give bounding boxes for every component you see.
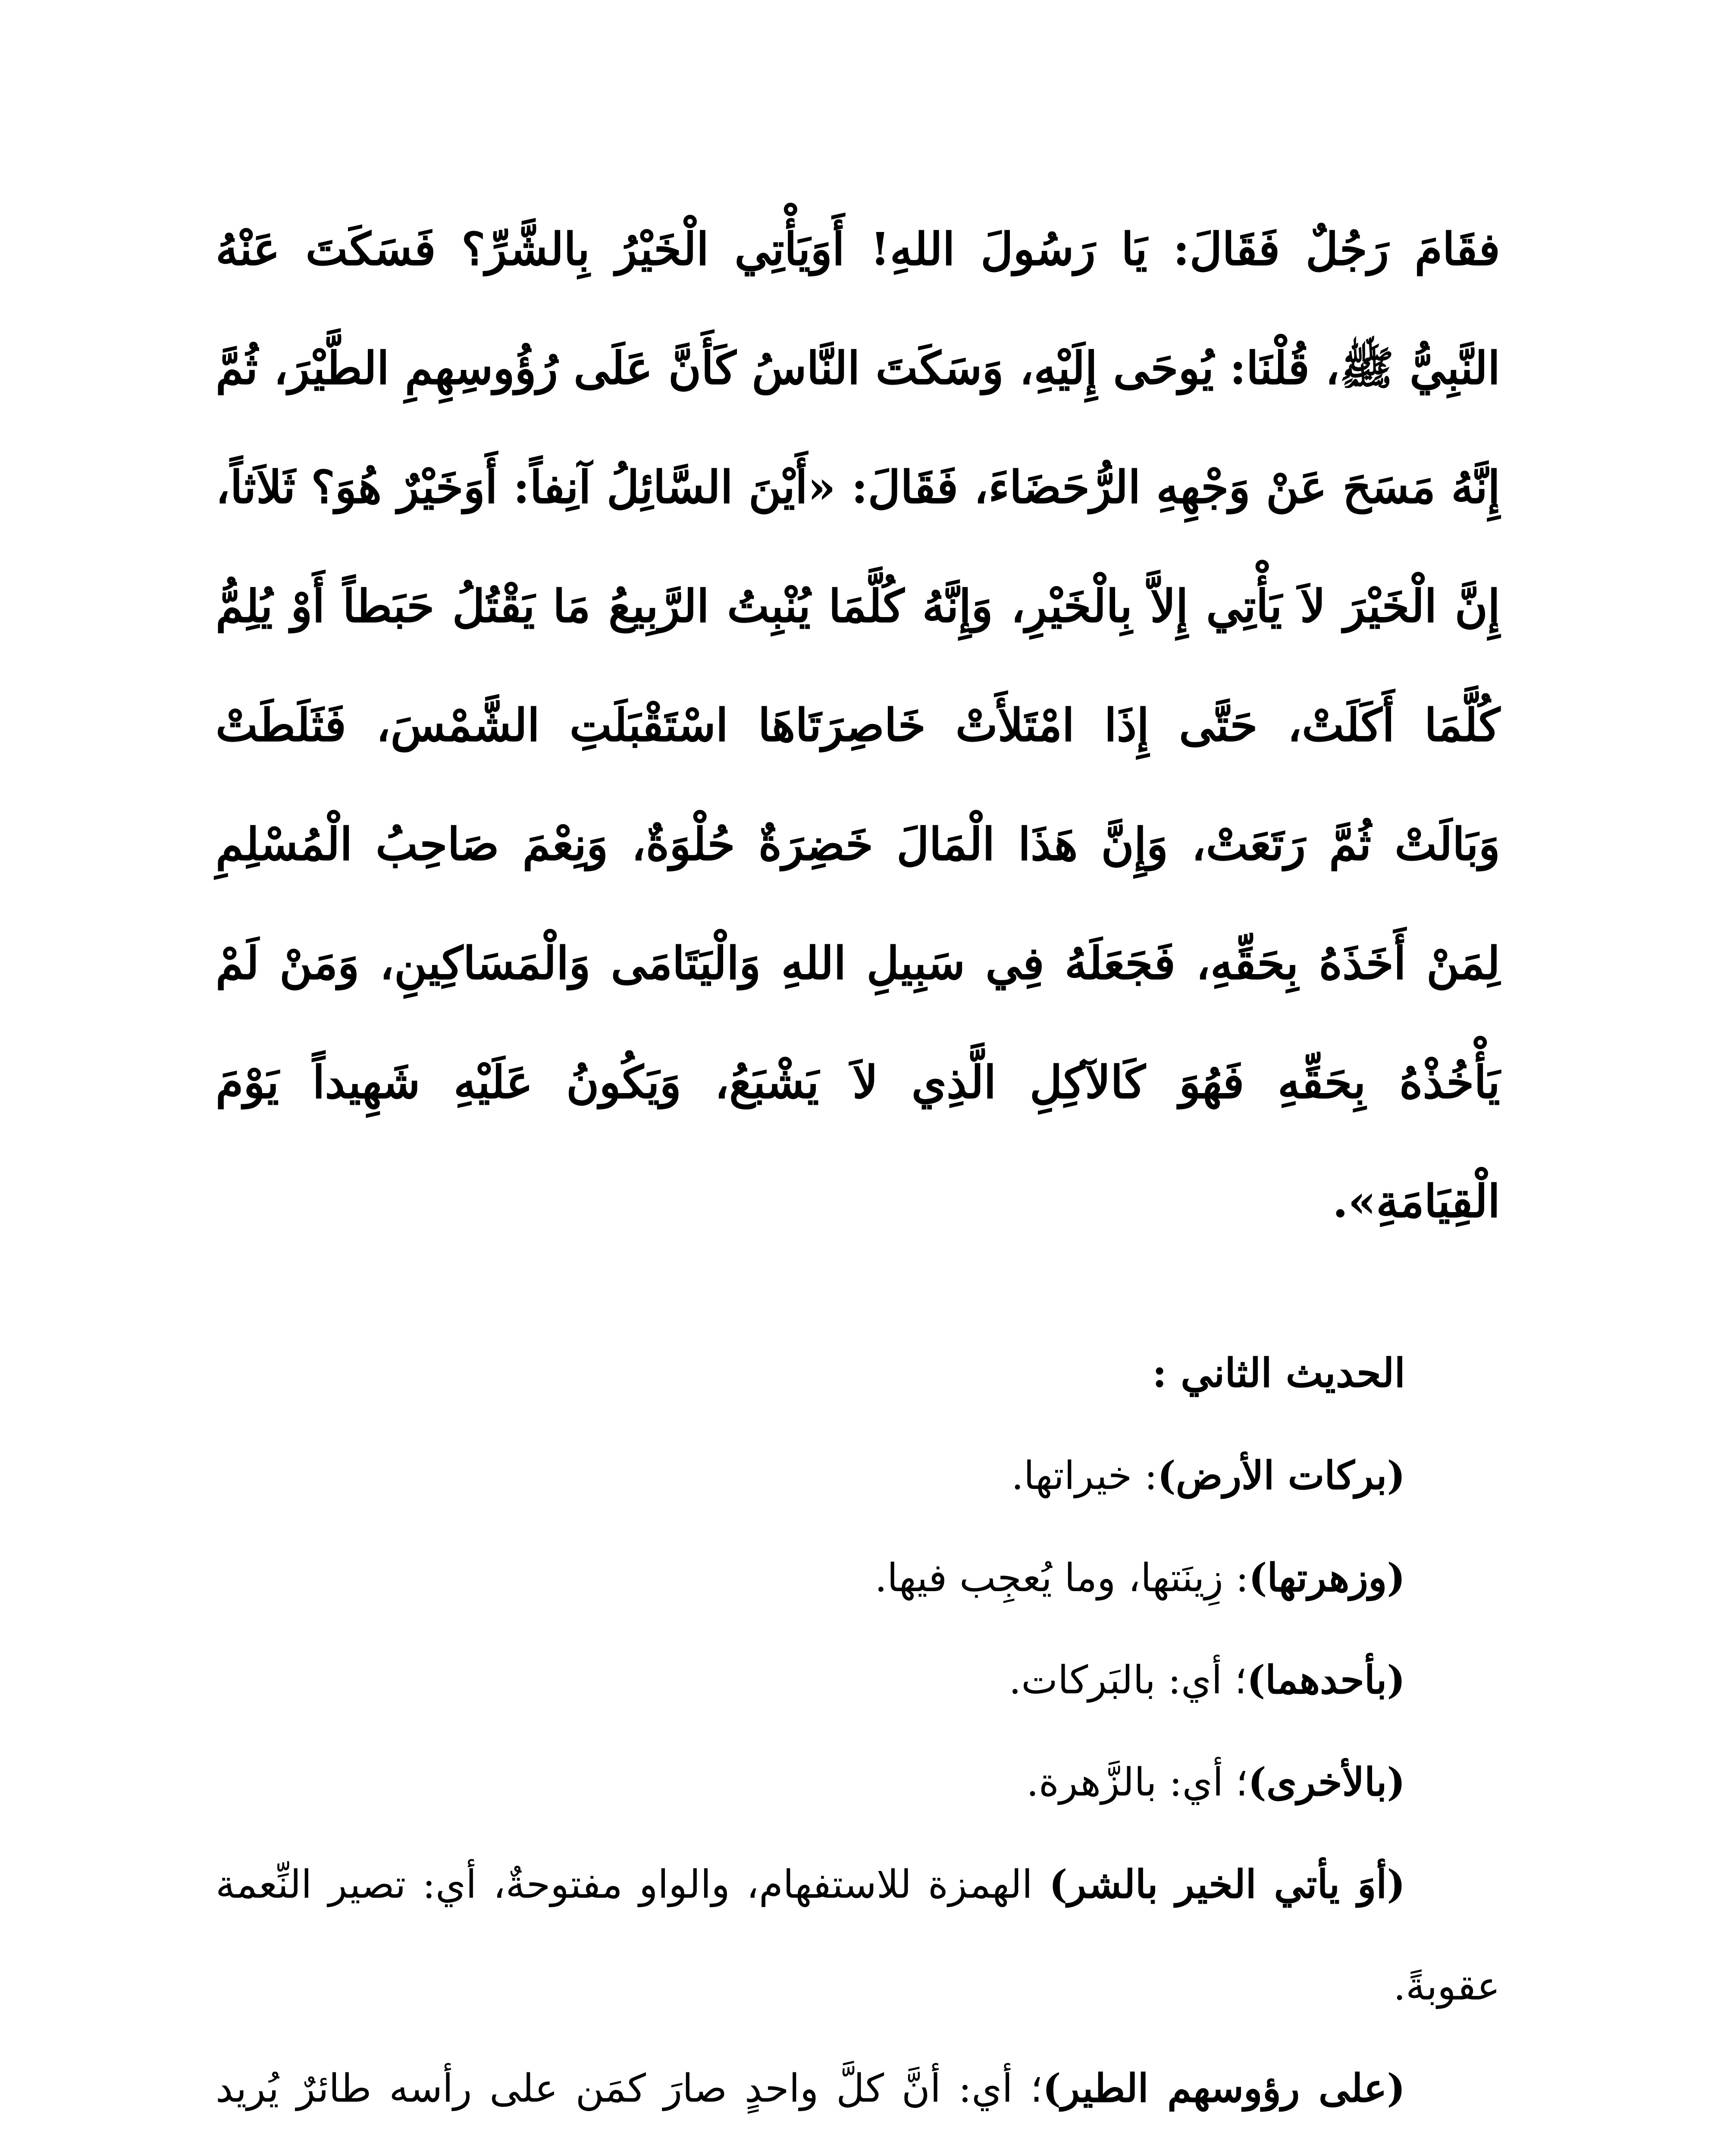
gloss-term: (بأحدهما) [1247, 1657, 1405, 1703]
gloss-item [216, 1527, 1405, 1629]
gloss-term: (على رؤوسهم الطير) [1043, 2065, 1405, 2111]
gloss-definition: : زِينَتها، وما يُعجِب فيها. [874, 1555, 1249, 1601]
gloss-definition: ؛ أي: أنَّ كلَّ واحدٍ صارَ كمَن على رأسه طائرٌ يُريد [216, 2066, 1043, 2111]
gloss-definition: ؛ أي: بالزَّهرة. [1026, 1760, 1248, 1805]
gloss-definition: الهمزة للاستفهام، والواو مفتوحةٌ، أي: تصير النِّعمة عقوبةً. [216, 1862, 1500, 2009]
page-body [216, 190, 1500, 2156]
gloss-item [216, 1425, 1405, 1527]
gloss-definition: ؛ أي: بالبَركات. [1009, 1658, 1247, 1703]
section-heading: الحديث الثاني : [1152, 1350, 1405, 1396]
gloss-term: (أوَ يأتي الخير بالشر) [1049, 1861, 1405, 1907]
gloss-item [216, 1833, 1500, 2037]
gloss-item [216, 1629, 1405, 1731]
gloss-item [216, 2037, 1500, 2156]
gloss-definition: : خيراتها. [1011, 1453, 1158, 1498]
gloss-term: (بالأخرى) [1248, 1759, 1405, 1805]
hadith-text: فقَامَ رَجُلٌ فَقَالَ: يَا رَسُولَ اللهِ! أَوَيَأْتِي الْخَيْرُ بِالشَّرِّ؟ فَسَكَتَ عَنْهُ النَّبِيُّ ﷺ، قُلْنَا: يُوحَى إِلَيْهِ، وَسَكَتَ النَّاسُ كَأَنَّ عَلَى رُؤُوسِهِمِ الطَّيْرَ، ثُمَّ إِنَّهُ مَسَحَ عَنْ وَجْهِهِ الرُّحَضَاءَ، فَقَالَ: «أَيْنَ السَّائِلُ آنِفاً: أَوَخَيْرٌ هُوَ؟ ثَلاَثاً، إِنَّ الْخَيْرَ لاَ يَأْتِي إِلاَّ بِالْخَيْرِ، وَإِنَّهُ كُلَّمَا يُنْبِتُ الرَّبِيعُ مَا يَقْتُلُ حَبَطاً أَوْ يُلِمُّ كُلَّمَا أَكَلَتْ، حَتَّى إِذَا امْتَلأَتْ خَاصِرَتَاهَا اسْتَقْبَلَتِ الشَّمْسَ، فَثَلَطَتْ وَبَالَتْ ثُمَّ رَتَعَتْ، وَإِنَّ هَذَا الْمَالَ خَضِرَةٌ حُلْوَةٌ، وَنِعْمَ صَاحِبُ الْمُسْلِمِ لِمَنْ أَخَذَهُ بِحَقِّهِ، فَجَعَلَهُ فِي سَبِيلِ اللهِ وَالْيَتَامَى وَالْمَسَاكِينِ، وَمَنْ لَمْ يَأْخُذْهُ بِحَقِّهِ فَهُوَ كَالآكِلِ الَّذِي لاَ يَشْبَعُ، وَيَكُونُ عَلَيْهِ شَهِيداً يَوْمَ الْقِيَامَةِ». [216, 222, 1500, 1228]
gloss-item [216, 1731, 1405, 1833]
gloss-term: (بركات الأرض) [1157, 1453, 1405, 1498]
gloss-term: (وزهرتها) [1248, 1555, 1405, 1601]
